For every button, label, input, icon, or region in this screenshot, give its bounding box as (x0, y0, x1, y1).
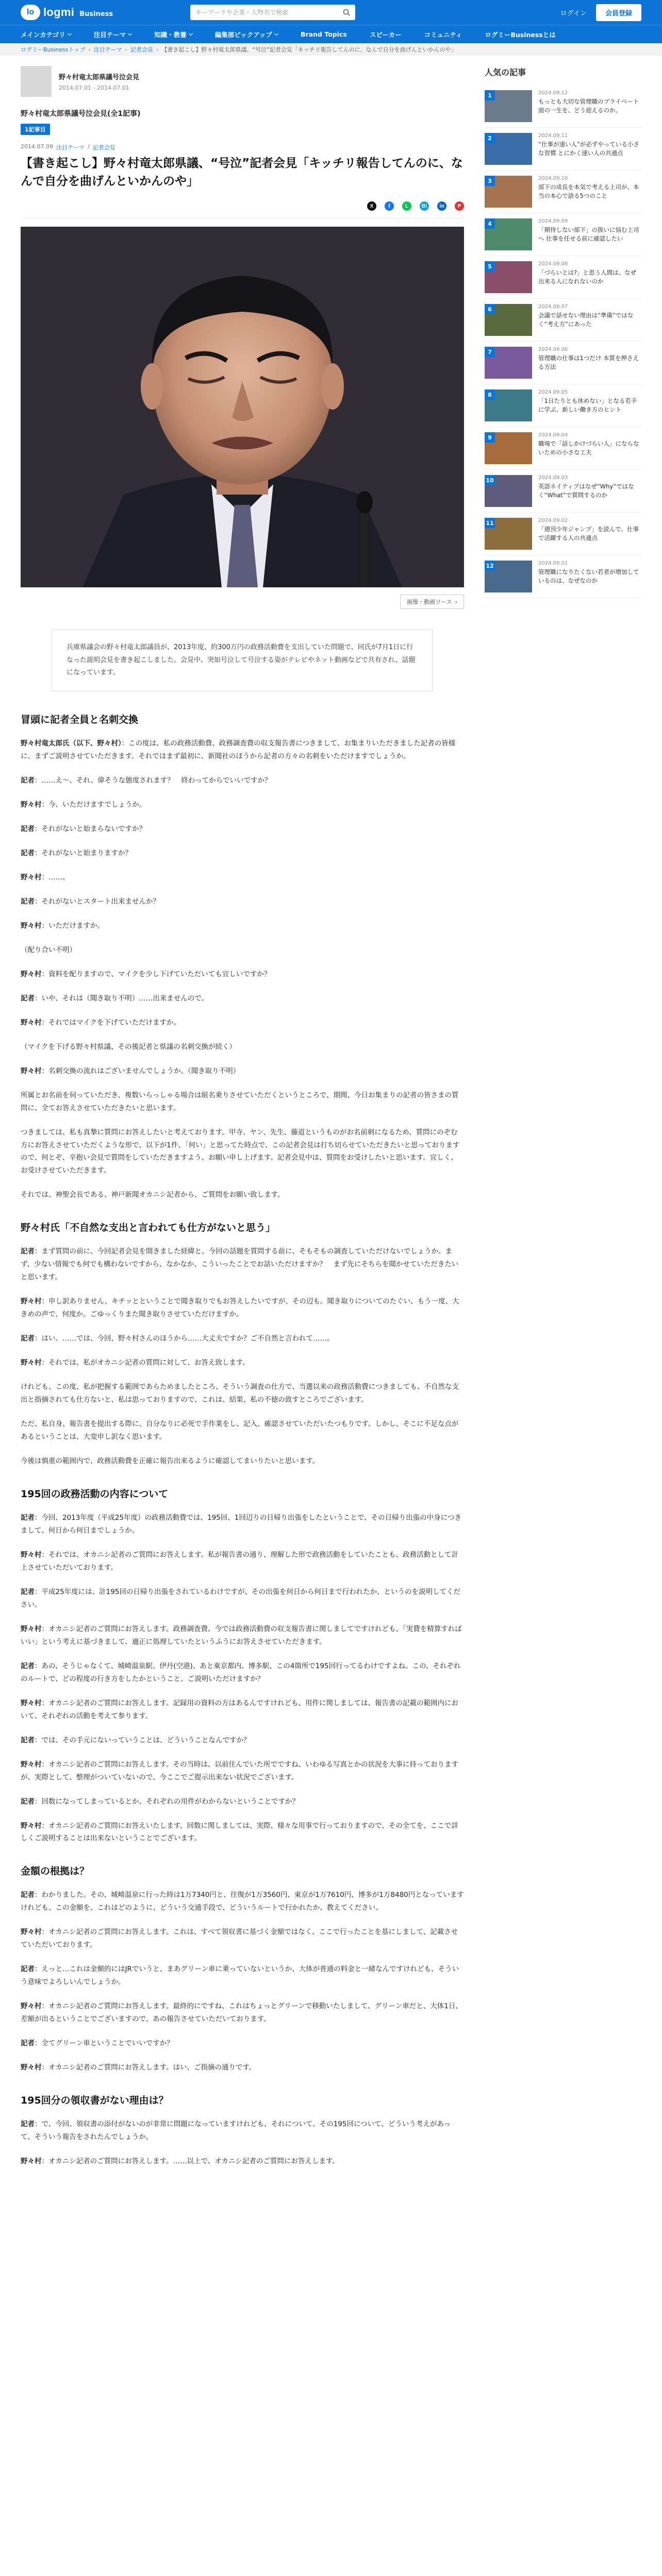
article-date: 2014.07.09 (21, 143, 53, 150)
event-date: 2014.07.01 - 2014.07.01 (59, 84, 129, 91)
search-box (190, 5, 355, 20)
speech-text: ：オカニシ記者のご質問にお答えします。その当時は、以前住んでいた所でですね、いわゆる写真とかの状況を大事に持っておりますが、実際として、整理がついていないので、今ここでご提示出来ない状況でございます。 (21, 1760, 459, 1782)
transcript-paragraph (21, 895, 464, 908)
popular-article-item[interactable] (485, 85, 641, 128)
popular-article-item[interactable] (485, 427, 641, 470)
popular-article-item[interactable] (485, 256, 641, 299)
article-title: 「期待しない部下」の扱いに悩む上司へ 仕事を任せる前に確認したい (538, 226, 639, 242)
transcript-paragraph (21, 1963, 464, 1989)
speech-text: ：オカニシ記者のご質問にお答えします。はい、ご指摘の通りです。 (41, 2063, 256, 2072)
article-date: 2024.09.04 (538, 432, 568, 438)
transcript-paragraph (21, 823, 464, 836)
speech-text: ：あの、そうじゃなくて、城崎温泉駅、伊丹(空港)、あと東京都内、博多駅、この4箇所で195回行ってるわけですよね。この、それぞれのルートで、どの程度の行き方をしたかということ、ご説明いただけますか？ (21, 1662, 461, 1683)
speech-text: 今後は慎重の範囲内で、政務活動費を正確に報告出来るように確認してまいりたいと思います。 (21, 1457, 320, 1466)
transcript-paragraph (21, 1926, 464, 1952)
section-heading: 195回の政務活動の内容について (21, 1488, 169, 1500)
article-thumbnail (485, 518, 532, 550)
speaker-name: 記者 (21, 824, 35, 833)
line-share-icon[interactable]: L (402, 201, 411, 211)
section-heading: 野々村氏「不自然な支出と言われても仕方がないと思う」 (21, 1222, 276, 1234)
speaker-name: 野々村 (21, 2063, 42, 2072)
article-thumbnail (485, 261, 532, 293)
speech-text: ：回数になってしまっているとか、それぞれの用件がわからないということですか？ (35, 1797, 299, 1806)
speaker-name: 野々村 (21, 800, 42, 809)
rank-number: 7 (485, 347, 495, 357)
section-heading: 195回分の領収書がない理由は？ (21, 2095, 169, 2107)
transcript-paragraph (21, 799, 464, 811)
transcript-paragraph (21, 737, 464, 763)
speaker-name: 記者 (21, 1247, 35, 1256)
main-nav (0, 25, 662, 43)
speaker-name: 記者 (21, 897, 35, 906)
speaker-name: 記者 (21, 2039, 35, 2048)
article-thumbnail (485, 347, 532, 379)
speech-text: ：オカニシ記者のご質問にお答えします。これは、すべて領収書に基づく金額ではなく、ここで行ったことを基にしまして、記載させていただいております。 (21, 1928, 458, 1950)
transcript-paragraph (21, 1126, 464, 1178)
section-heading: 金額の根拠は？ (21, 1866, 90, 1877)
article-date: 2024.09.01 (538, 561, 568, 566)
speaker-name: 記者 (21, 994, 35, 1003)
transcript-paragraph (21, 2118, 464, 2144)
speaker-name: 野々村 (21, 2157, 42, 2166)
transcript-paragraph (21, 1016, 464, 1029)
article-thumbnail (485, 176, 532, 208)
speaker-name: 記者 (21, 776, 35, 785)
speech-text: ：オカニシ記者のご質問にお答えします。最終的にですね、これはちょっとグリーンで移動いたしまして、グリーン車だと、大体1日、差額が出るということでございますので、あの報告させていただいております。 (21, 2002, 462, 2024)
transcript-paragraph (21, 944, 464, 957)
hatena-share-icon[interactable]: B! (420, 201, 429, 211)
speech-text: ：いや、それは（聞き取り不明）……出来ませんので。 (35, 994, 208, 1003)
popular-article-item[interactable] (485, 384, 641, 427)
speaker-name: 野々村 (21, 2002, 42, 2011)
speech-text: ：それがないと始まりますか？ (35, 849, 132, 857)
article-title: 「づらいとは?」と思う人間は、なぜ出来る人になれないのか (538, 269, 637, 285)
article-title: 管理職になりたくない若者が増加しているのは、なぜなのか (538, 568, 639, 584)
speech-text: （配り合い不明） (21, 945, 76, 954)
speaker-name: 記者 (21, 1797, 35, 1806)
transcript-paragraph (21, 1189, 464, 1201)
nav-item-community[interactable]: コミュニティ (424, 30, 462, 39)
speaker-name: 野々村竜太郎氏（以下、野々村） (21, 739, 122, 748)
x-share-icon[interactable]: X (367, 201, 376, 211)
rank-number: 3 (485, 176, 495, 186)
facebook-share-icon[interactable]: f (385, 201, 394, 211)
press-conference-photo (21, 227, 464, 587)
speech-text: ：オカニシ記者のご質問にお答えいたします。回数に関しましては、実際、様々な用事で行っておりますので、その全てを、ここで詳しくご説明することは出来ないということでございます。 (21, 1821, 458, 1843)
hero-image (21, 227, 464, 587)
speaker-name: 記者 (21, 1891, 35, 1900)
transcript-paragraph (21, 1089, 464, 1115)
speech-text: ：で、今回、領収書の添付がないのが非常に問題になっていますけれども、それについて、その195回について、どういう考えがあって、そういう報告をされたんでしょうか。 (21, 2120, 451, 2142)
rank-number: 2 (485, 133, 495, 143)
speech-text: ：それではマイクを下げていただけますか。 (41, 1018, 180, 1027)
popular-article-item[interactable] (485, 213, 641, 256)
speaker-name: 野々村 (21, 1928, 42, 1937)
nav-item-editors-pick[interactable]: 編集部ピックアップ (204, 25, 289, 44)
speech-text: ：……え〜、それ、偉そうな態度されます？ 終わってからでいいですか？ (35, 776, 272, 785)
rank-number: 11 (485, 518, 495, 528)
transcript-paragraph (21, 1455, 464, 1468)
event-title: 野々村竜太郎県議号泣会見 (59, 74, 140, 81)
popular-article-item[interactable] (485, 513, 641, 555)
article-date: 2024.09.11 (538, 133, 568, 139)
transcript-paragraph (21, 1357, 464, 1369)
chevron-down-icon (128, 31, 132, 36)
chevron-right-icon: › (455, 598, 457, 605)
transcript-paragraph (21, 871, 464, 884)
rank-number: 6 (485, 304, 495, 314)
chevron-down-icon (274, 31, 278, 36)
speaker-name: 野々村 (21, 1624, 42, 1633)
nav-item-featured-themes[interactable]: 注目テーマ (82, 25, 143, 44)
speaker-name: 記者 (21, 1587, 35, 1596)
article-thumbnail (485, 133, 532, 165)
speaker-name: 野々村 (21, 1699, 42, 1707)
speech-text: （マイクを下げる野々村県議、その後記者と県議の名刺交換が続く） (21, 1042, 236, 1051)
article-title: もっとも大切な管理職のプライベート面の一生を、どう迎えるのか。 (538, 98, 639, 114)
tag-link[interactable]: 注目テーマ (56, 144, 85, 151)
speaker-name: 野々村 (21, 1821, 42, 1830)
sidebar (485, 56, 641, 2179)
speech-text: ：名刺交換の流れはございませんでしょうか。（聞き取り不明） (41, 1066, 240, 1075)
article-date: 2024.09.06 (538, 347, 568, 352)
article-title: 英語ネイティブはなぜ“Why”ではなく“What”で質問するのか (538, 483, 634, 499)
popular-articles-list (485, 85, 641, 598)
speech-text: ：まず質問の前に、今回記者会見を開きました経緯と、今回の話題を質問する前に、そもそもの調査していただけないでしょうか。まず、少ない情報でも何でも構わないですから、なかなか、こういったことでお話いただけますか？ まず先にそちらを聞かせていただきたいと思います。 (21, 1247, 459, 1282)
speaker-name: 野々村 (21, 1550, 42, 1559)
transcript-paragraph (21, 1512, 464, 1537)
breadcrumb-press[interactable]: 記者会見 (130, 46, 153, 53)
linkedin-share-icon[interactable]: in (437, 201, 446, 211)
speaker-name: 記者 (21, 1334, 35, 1343)
chevron-down-icon (68, 31, 72, 36)
transcript-paragraph (21, 1623, 464, 1649)
transcript-paragraph (21, 1332, 464, 1345)
rank-number: 9 (485, 432, 495, 443)
logo-subtitle: Business (79, 10, 113, 18)
speech-text: ：それがないと始まらないですか？ (35, 824, 146, 833)
nav-item-knowledge[interactable]: 知識・教養 (143, 25, 204, 44)
speaker-name: 記者 (21, 1736, 35, 1744)
speech-text: ：オカニシ記者のご質問にお答えします。……以上で、オカニシ記者のご質問にお答えします。 (41, 2157, 339, 2166)
chevron-down-icon (189, 31, 193, 36)
transcript-paragraph (21, 920, 464, 933)
rank-number: 10 (485, 475, 495, 485)
transcript-paragraph (21, 992, 464, 1005)
logo-text: logmi (43, 6, 75, 19)
speech-text: ：この度は、私の政務活動費、政務調査費の収支報告書につきまして、お集まりいただきました記者の皆様に、まずご説明させていただきます。それではまず最初に、新聞社のほうから記者の方々の名刺をいただけますでしょうか。 (21, 739, 456, 761)
speaker-name: 野々村 (21, 921, 42, 930)
speaker-name: 野々村 (21, 1760, 42, 1769)
article-date: 2024.09.03 (538, 475, 568, 481)
event-card[interactable] (21, 66, 464, 97)
speech-text: ：今回、2013年度（平成25年度）の政務活動費では、195回、1回辺りの日帰り出張をしたということで、その日帰り出張の中身につきまして、何日から何日までしょうか。 (21, 1514, 461, 1535)
article-date: 2024.09.09 (538, 218, 568, 224)
article-title: 「週刊少年ジャンプ」を読んで、仕事で活躍する人の共通点 (538, 526, 639, 541)
article-number-badge: 1記事目 (21, 124, 50, 135)
transcript-paragraph (21, 1734, 464, 1747)
speaker-name: 野々村 (21, 1297, 42, 1306)
article-thumbnail (485, 304, 532, 336)
speech-text: ：資料を配りますので、マイクを少し下げていただいても宜しいですか？ (41, 970, 271, 978)
article-date: 2024.09.02 (538, 518, 568, 523)
transcript-paragraph (21, 2037, 464, 2050)
speech-text: ：申し訳ありません、キチッとということで聞き取りでもお答えしたいですが、その辺も。聞き取りについてのたぐい、もう一度、大きめの声で、何度か。ごゆっくりまた聞き取りさせていただけますか。 (21, 1297, 459, 1319)
transcript-paragraph (21, 774, 464, 787)
speech-text: ：全てグリーン車ということでいいですか？ (35, 2039, 174, 2048)
logo[interactable] (21, 5, 113, 20)
speech-text: ：オカニシ記者のご質問にお答えします。記録用の資料の方はあるんですけれども、用件に関しましては、報告書の記載の範囲内において、それぞれの活動を考えて参ります。 (21, 1699, 459, 1720)
article-thumbnail (485, 432, 532, 464)
nav-item-about[interactable]: ログミーBusinessとは (485, 30, 556, 39)
transcript-paragraph (21, 1889, 464, 1914)
transcript-paragraph (21, 968, 464, 981)
speech-text: ：いただけますか。 (41, 921, 104, 930)
article-date: 2024.09.12 (538, 90, 568, 96)
search-icon[interactable] (343, 9, 350, 16)
article-title: 管理職の仕事は1つだけ 本質を押さえる方法 (538, 354, 639, 370)
share-bar (21, 201, 464, 218)
transcript-paragraph (21, 1820, 464, 1845)
article-thumbnail (485, 475, 532, 507)
transcript-paragraph (21, 1795, 464, 1808)
transcript-paragraph (21, 1065, 464, 1078)
speech-text: ：それがないとスタート出来ませんか？ (35, 897, 160, 906)
speech-text: ：えっと…これは金額的にはJRでいうと、まあグリーン車に乗っていないというか、大体が普通の料金と一緒なんですけれども、そういう意味でよろしいんでしょうか。 (21, 1965, 459, 1987)
speaker-name: 野々村 (21, 970, 42, 978)
logo-mark: lo (21, 5, 40, 20)
breadcrumb-current: 【書き起こし】野々村竜太郎県議、“号泣”記者会見「キッチリ報告してんのに、なんで自分を曲げんといかんのや」 (161, 46, 457, 53)
article-date: 2024.09.08 (538, 261, 568, 267)
search-input[interactable] (195, 9, 343, 16)
transcript-paragraph (21, 1549, 464, 1574)
nav-item-brand-topics[interactable]: Brand Topics (300, 30, 347, 38)
rank-number: 4 (485, 218, 495, 229)
article-title: “仕事が速い人”が必ずやっている小さな習慣 とにかく速い人の共通点 (538, 141, 639, 157)
article-thumbnail (485, 389, 532, 421)
transcript-paragraph (21, 1295, 464, 1321)
top-bar (0, 0, 662, 25)
article (21, 56, 464, 2179)
transcript-paragraph (21, 1758, 464, 1784)
section-heading: 冒頭に記者全員と名刺交換 (21, 714, 139, 726)
transcript-paragraph (21, 2061, 464, 2074)
article-thumbnail (485, 90, 532, 122)
speaker-name: 野々村 (21, 1359, 42, 1367)
speech-text: ：それでは、私がオカニシ記者の質問に対して、お答え致します。 (41, 1359, 250, 1367)
speech-text: ：わかりました。その、城崎温泉に行った時は1万7340円と、往復が1万3560円、東京が1万7610円、博多が1万8480円となっていますけれども、この金額を、これはどのように、どういう交通手段で、どういうルートで行かれたか、教えてください。 (21, 1891, 464, 1912)
speaker-name: 野々村 (21, 1018, 42, 1027)
rank-number: 12 (485, 561, 495, 571)
article-body (21, 712, 464, 2168)
series-title: 野々村竜太郎県議号泣会見(全1記事) (21, 110, 141, 118)
article-meta: 2014.07.09 注目テーマ / 記者会見 (21, 143, 115, 151)
speech-text: ：それでは、オカニシ記者のご質問にお答えします。私が報告書の通り、理解した形で政務活動をしていたことも、政務活動として計上させていただいております。 (21, 1550, 459, 1572)
transcript-paragraph (21, 1586, 464, 1612)
popular-article-item[interactable] (485, 171, 641, 213)
article-title: 部下の成長を本気で考える上司が、本当の本心で語る5つのこと (538, 183, 639, 199)
popular-article-item[interactable] (485, 128, 641, 171)
speaker-name: 野々村 (21, 1066, 42, 1075)
speech-text: ：……。 (41, 873, 70, 882)
speaker-name: 記者 (21, 1662, 35, 1670)
transcript-paragraph (21, 1697, 464, 1723)
popular-article-item[interactable] (485, 470, 641, 513)
transcript-paragraph (21, 1418, 464, 1444)
speech-text: 所属とお名前を伺っていただき、複数いらっしゃる場合は組名乗りさせていただくというところで、期間、今日お集まりの記者の皆さまの質問に、全てお答えさせていただきたいと思います。 (21, 1091, 459, 1112)
speech-text: ：はい。……では、今回、野々村さんのほうから……大丈夫ですか？ご不自然と言われて……。 (35, 1334, 334, 1343)
transcript-paragraph (21, 1660, 464, 1686)
sidebar-heading: 人気の記事 (485, 67, 526, 77)
speech-text: けれども、この度、私が把握する範囲であらためましたところ、そういう調査の仕方で、当選以来の政務活動費につきましても、不自然な支出と指摘されても仕方ないと、私は思っておりますので、これは、結果、私の不徳の致すところでございます。 (21, 1383, 459, 1404)
register-button[interactable]: 会員登録 (596, 4, 641, 21)
speaker-name: 記者 (21, 1965, 35, 1974)
popular-article-item[interactable] (485, 555, 641, 598)
speech-text: ：今、いただけますでしょうか。 (41, 800, 146, 809)
image-source-button[interactable]: 画像・動画ソース › (400, 595, 464, 609)
breadcrumb-home[interactable]: ログミーBusinessトップ (21, 46, 86, 53)
nav-item-main-category[interactable]: メインカテゴリ (21, 25, 82, 44)
tag-link[interactable]: 記者会見 (92, 144, 115, 151)
article-date: 2024.09.07 (538, 304, 568, 310)
speaker-name: 記者 (21, 849, 35, 857)
speech-text: ただ、私自身、報告書を提出する際に、自分なりに必死で手作業をし、記入、確認させていただいたつもりです。しかし、そこに不足な点があるということは、大変申し訳なく思います。 (21, 1420, 459, 1442)
speaker-name: 記者 (21, 1514, 35, 1522)
article-title: 「1日たりとも休めない」となる若手に学ぶ、新しい働き方のヒント (538, 397, 637, 413)
transcript-paragraph (21, 1381, 464, 1406)
transcript-paragraph (21, 2000, 464, 2026)
breadcrumb: ログミーBusinessトップ › 注目テーマ › 記者会見 › 【書き起こし】野々村竜太郎県議、“号泣”記者会見「キッチリ報告してんのに、なんで自分を曲げんといかんのや」 (0, 43, 662, 56)
transcript-paragraph (21, 847, 464, 860)
article-thumbnail (485, 218, 532, 250)
transcript-paragraph (21, 2155, 464, 2168)
rank-number: 5 (485, 261, 495, 272)
popular-article-item[interactable] (485, 299, 641, 342)
rank-number: 8 (485, 389, 495, 400)
pocket-share-icon[interactable]: P (455, 201, 464, 211)
lead-text: 兵庫県議会の野々村竜太郎議員が、2013年度、約300万円の政務活動費を支出していた問題で、同氏が7月1日に行なった説明会見を書き起こしました。会見中、突如号泣して号泣する姿がテレビやネット動画などで共有され、話題になっています。 (52, 630, 433, 691)
popular-article-item[interactable] (485, 342, 641, 384)
article-title: 会議で話せない理由は“準備”ではなく“考え方”にあった (538, 312, 634, 328)
speaker-name: 記者 (21, 2120, 35, 2129)
article-date: 2024.09.05 (538, 389, 568, 395)
speech-text: それでは、神聖会長である、神戸新聞オカニシ記者から、ご質問をお願い致します。 (21, 1191, 285, 1199)
event-thumbnail (21, 66, 52, 97)
article-date: 2024.09.10 (538, 176, 568, 181)
speech-text: つきましては、私も真摯に質問にお答えしたいと考えております。甲寺、ヤン、先生、藤道というものがお名前刺になるため、質問にのぞむ方にお答えさせていただくような形で、以下が1件、「何い」と思ってた時点で、この記者会見は打ち切らせていただきたいと思っておりますので、何とぞ、辛抱い会見で質問をしていただきますよう、お願い申し上げます。記者会見中は、質問をお受けしたいと思います。宜しく、お受けさせていただきます。 (21, 1128, 460, 1175)
speech-text: ：では、その手元にないっていうことは、どういうことなんですか？ (35, 1736, 251, 1744)
rank-number: 1 (485, 90, 495, 100)
article-title: 【書き起こし】野々村竜太郎県議、“号泣”記者会見「キッチリ報告してんのに、なんで自分を曲げんといかんのや」 (21, 157, 463, 188)
transcript-paragraph (21, 1245, 464, 1284)
transcript-paragraph (21, 1041, 464, 1054)
nav-item-speakers[interactable]: スピーカー (369, 30, 402, 39)
speaker-name: 野々村 (21, 873, 42, 882)
speech-text: ：オカニシ記者のご質問にお答えします。政務調査費、今では政務活動費の収支報告書に関しましてですけれども、「実費を精算すればいい」という考えに基づきまして、適正に処理していたというふうにお答えさせていただきます。 (21, 1624, 462, 1646)
speech-text: ：平成25年度には、計195回の日帰り出張をされているわけですが、その出張を何日から何日まで行われたか、というのを説明してください。 (21, 1587, 460, 1609)
breadcrumb-themes[interactable]: 注目テーマ (93, 46, 122, 53)
login-link[interactable]: ログイン (560, 9, 587, 18)
article-thumbnail (485, 561, 532, 592)
article-title: 職場で「話しかけづらい人」にならないための小さな工夫 (538, 440, 639, 456)
